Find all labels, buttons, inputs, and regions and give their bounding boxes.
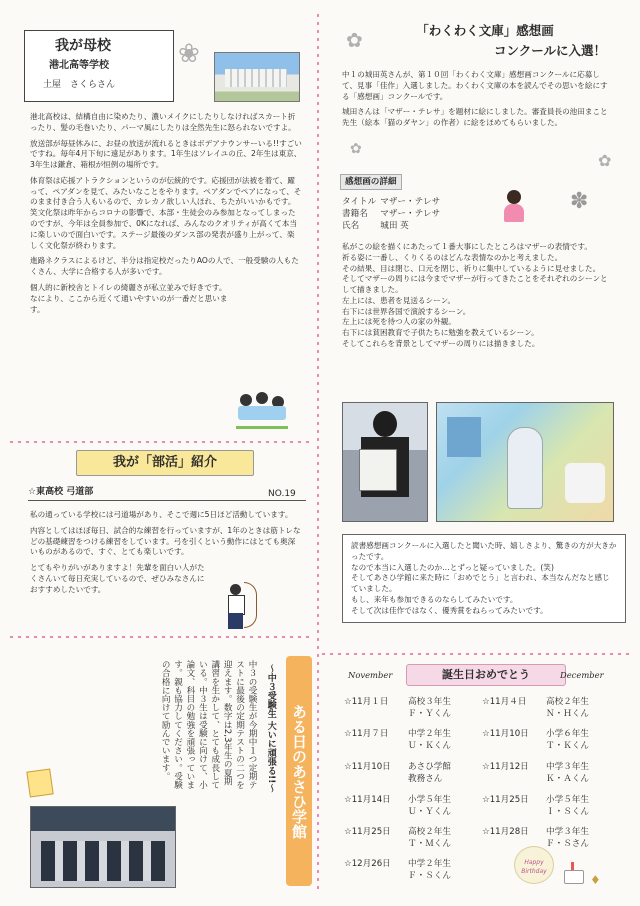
study-title: ある日のあさひ学館 xyxy=(286,656,312,886)
birthday-card: Happy Birthday xyxy=(514,846,554,884)
wakuwaku-line: そしてこれらを背景としてマザーの周りには描きました。 xyxy=(342,339,540,349)
birthday-date: ☆11月10日 xyxy=(344,762,391,772)
author-name: 土屋 さくらさん xyxy=(43,80,116,90)
birthday-entry xyxy=(482,696,589,720)
birthday-grade: 小学５年生 xyxy=(546,795,589,805)
birthday-name: Ｆ・Ｓさん xyxy=(546,839,589,850)
study-line: 数字は2,3年生の xyxy=(222,703,233,769)
work-key: タイトル xyxy=(342,197,377,207)
study-line: が今期中１つ定期テストに xyxy=(234,660,257,790)
work-row xyxy=(342,208,444,220)
work-value: マザー・テレサ xyxy=(380,209,441,220)
birthday-grade: 中学３年生 xyxy=(546,762,589,772)
birthday-date: ☆11月25日 xyxy=(482,795,529,805)
column-divider xyxy=(317,14,319,894)
birthday-date: ☆11月４日 xyxy=(482,697,527,707)
flower-icon: ✽ xyxy=(570,189,589,214)
wakuwaku-line: 右下には貧困教育で子供たちに勉強を教えているシーン。 xyxy=(342,328,539,338)
comment-line: なので本当に入選したのか…とずっと疑っていました。(笑) xyxy=(351,562,554,572)
comment-line: もし、来年も参加できるのならしてみたいです。 xyxy=(351,594,518,604)
school-photo xyxy=(214,52,300,102)
study-line: ください。 xyxy=(172,728,183,772)
school-paragraph: 個人的に新校舎とトイレの綺麗さが私立並みで好きです。なにより、ここから近くて通いやすいのが一番だと思います。 xyxy=(30,282,228,314)
birthday-entry xyxy=(482,794,589,818)
school-paragraph: 放送部が毎昼休みに、お昼の放送が流れるときはボデアナウンサーいる!!すごいですね。毎年4月下旬に遠足があります。1年生はソレイユの丘、2年生は東京、3年生は鎌倉、箱根が恒例の場所です。 xyxy=(30,138,302,170)
flower-icon: ❀ xyxy=(178,39,200,69)
school-title-box xyxy=(24,30,174,102)
birthday-grade: あさひ学館 xyxy=(408,762,451,772)
study-article xyxy=(30,660,258,790)
club-article xyxy=(30,510,302,600)
birthday-grade: 中学３年生 xyxy=(546,827,589,837)
student-photo xyxy=(342,402,428,522)
award-painting xyxy=(436,402,614,522)
study-line: いる。中３生は xyxy=(197,660,208,721)
classroom-photo xyxy=(30,806,176,888)
wakuwaku-intro xyxy=(342,70,612,134)
flower-icon: ✿ xyxy=(350,141,362,157)
school-paragraph: 港北高校は、結構自由に染めたり、濃いメイクにしたりしなければスカート折ったり、髪の毛巻いたり、パーマ風にしたりは全然先生に怒られないですよ。 xyxy=(30,112,296,132)
wakuwaku-line: 左上には死を待つ人の家の外観。 xyxy=(342,317,456,327)
birthday-grade: 中学２年生 xyxy=(408,859,451,869)
birthday-grade: 高校２年生 xyxy=(408,827,451,837)
birthday-entry xyxy=(344,794,451,818)
birthday-name: Ｋ・Ａくん xyxy=(546,774,589,785)
birthday-date: ☆11月25日 xyxy=(344,827,391,837)
section-divider-right xyxy=(322,653,630,655)
study-line: 最後の定期テストの xyxy=(234,685,245,764)
birthday-date: ☆12月26日 xyxy=(344,859,391,869)
school-paragraph: 体育祭は応援アトラクションというのが伝統的です。応援団が法被を着て、躍って、ペアダンを見て、みたいなことをやります。ペアダンでペアになって、そのまま付き合う人もいるので、カレカノ欲しい人ほれ、ちたがいいかもです。笑文化祭は昨年からコロナの影響で、本部・生徒会のみ参加となってしまったのですが、今年は全員参加で、0Kになれば、みんなのクオリティが高くて本当に楽しいので面白いです。ステージ最後のダンス部の発表が盛り上がって、楽しく文化祭が終わります。 xyxy=(30,175,302,250)
wakuwaku-line: 私がこの絵を描くにあたって１番大事にしたところはマザーの表情です。 xyxy=(342,242,592,251)
comment-line: そしてあさひ学館に来た時に「おめでとう」と言われ、本当なんだなと感じていました。 xyxy=(351,573,610,594)
wakuwaku-line: その結果、目は閉じ、口元を閉じ、祈りに集中しているように見せました。 xyxy=(342,263,601,273)
study-line: とても成長して xyxy=(209,728,220,790)
birthday-date: ☆11月14日 xyxy=(344,795,391,805)
wakuwaku-line: 右下には世界各国で演説するシーン。 xyxy=(342,306,471,316)
birthday-grade: 中学２年生 xyxy=(408,729,451,739)
study-line: 受験に向けて、 xyxy=(197,720,208,781)
birthday-entry xyxy=(344,728,451,752)
birthday-name: Ｎ・Ｈくん xyxy=(546,709,589,720)
work-value: マザー・テレサ xyxy=(380,197,441,207)
wakuwaku-title-1: 「わくわく文庫」感想画 xyxy=(416,23,554,38)
work-row xyxy=(342,196,444,208)
wakuwaku-paragraph: 城田さんは「マザー・テレサ」を題材に絵にしました。審査員長の池田まこと先生（絵本「猫のダヤン」の作者）に絵をほめてもらいました。 xyxy=(342,107,608,128)
section-divider-left-lower xyxy=(10,636,312,638)
study-line: 親も協力して xyxy=(172,677,183,729)
month-november: November xyxy=(348,670,393,680)
birthday-entry xyxy=(482,761,589,785)
birthday-date: ☆11月12日 xyxy=(482,762,529,772)
work-details xyxy=(342,196,444,233)
birthday-grade: 高校３年生 xyxy=(408,697,451,707)
birthday-name: Ｉ・Ｓくん xyxy=(546,807,589,818)
birthday-entry xyxy=(344,826,451,850)
birthday-name: Ｕ・Ｋくん xyxy=(408,741,451,752)
comment-line: 読書感想画コンクールに入選したと聞いた時、嬉しさより、驚きの方が大きかったです。 xyxy=(351,541,617,561)
comment-line: そして次は佳作ではなく、優秀賞をねらってみたいです。 xyxy=(351,605,548,615)
work-label: 感想画の詳細 xyxy=(340,174,402,190)
birthday-name: Ｕ・Ｙくん xyxy=(408,807,451,818)
club-rule xyxy=(28,500,306,501)
club-title-banner xyxy=(76,450,254,476)
club-paragraph: 私の通っている学校には弓道場があり、そこで週に5日ほど活動しています。 xyxy=(30,510,293,519)
study-line: 励んでいます。 xyxy=(160,720,171,781)
club-title: 我が「部活」紹介 xyxy=(112,455,217,470)
study-line: 向けて xyxy=(160,694,171,721)
study-line: 夏期講習を xyxy=(209,660,233,786)
flower-icon: ✿ xyxy=(598,151,612,170)
study-line: 生かして、 xyxy=(209,685,220,729)
birthday-grade: 小学６年生 xyxy=(546,729,589,739)
study-line: 受験の合格に xyxy=(160,660,183,790)
club-paragraph: 内容としてはほぼ毎日、試合的な練習を行っていますが、1年のときは筋トレなどの基礎練習をつける練習をしています。弓を引くという動作にはとても奥深いものがあるので、すぐ、とても楽しいです。 xyxy=(30,525,301,557)
birthday-grade: 小学５年生 xyxy=(408,795,451,805)
school-article xyxy=(30,112,302,320)
study-line: 中３の受験生 xyxy=(247,660,257,712)
wakuwaku-line: 祈る姿に一番し、くりくるのはどんな表情なのかと考えました。 xyxy=(342,252,563,262)
birthday-name: Ｆ・Ｙくん xyxy=(408,709,451,720)
birthday-name: Ｔ・Ｍくん xyxy=(408,839,451,850)
birthday-grade: 高校２年生 xyxy=(546,697,589,707)
wakuwaku-line: 左上には、患者を見送るシーン。 xyxy=(342,295,456,305)
club-name: ☆東高校 弓道部 xyxy=(28,487,94,497)
school-title: 我が母校 xyxy=(55,38,111,54)
archer-illustration xyxy=(214,582,258,630)
birthday-title: 誕生日おめでとう xyxy=(406,664,566,686)
work-key: 氏名 xyxy=(342,221,360,232)
birthday-name: 教務さん xyxy=(408,774,443,785)
birthday-name: Ｆ・Ｓくん xyxy=(408,871,451,882)
work-row xyxy=(342,220,444,232)
birthday-entry xyxy=(482,728,589,752)
month-december: December xyxy=(560,670,604,680)
students-illustration xyxy=(236,390,288,429)
birthday-name: Ｔ・Ｋくん xyxy=(546,741,589,752)
wakuwaku-paragraph: 中１の城田英さんが、第１０回「わくわく文庫」感想画コンクールに応募して、見事「佳作」入選しました。わくわく文庫の本を読んでその思いを絵にする「感想画」コンクールです。 xyxy=(342,70,608,101)
gift-icon: ♦ xyxy=(590,873,601,887)
birthday-entry xyxy=(344,696,451,720)
birthday-entry xyxy=(344,761,451,785)
birthday-date: ☆11月10日 xyxy=(482,729,529,739)
study-line: 二つを迎えます。 xyxy=(222,660,245,790)
club-number: NO.19 xyxy=(268,489,296,499)
study-subtitle: 〜中３受験生 大いに頑張る!!〜 xyxy=(265,664,276,793)
study-line: 頑張っています。 xyxy=(172,660,195,790)
study-line: 勉強を xyxy=(184,711,195,738)
wakuwaku-title-2: コンクールに入選！ xyxy=(493,43,606,58)
notebook-illustration xyxy=(26,768,53,797)
study-line: 科目の xyxy=(184,685,195,712)
birthday-entry xyxy=(344,858,451,882)
wakuwaku-body xyxy=(342,242,614,350)
student-comment xyxy=(342,534,626,623)
school-paragraph: 進路ネクラスによるけど、半分は指定校だったりAOの人で、一般受験の人もたくさん、大学に合格する人が多いです。 xyxy=(30,256,299,277)
birthday-date: ☆11月７日 xyxy=(344,729,389,739)
work-key: 書籍名 xyxy=(342,209,368,220)
girl-illustration xyxy=(500,190,528,224)
birthday-date: ☆11月28日 xyxy=(482,827,529,837)
wakuwaku-line: そしてマザーの周りには今までマザーが行ってきたことをそれぞれのシーンとして描きました。 xyxy=(342,274,608,295)
flower-icon: ✿ xyxy=(346,28,363,52)
study-line: 小論文、 xyxy=(184,660,208,790)
work-value: 城田 英 xyxy=(380,221,409,232)
birthday-date: ☆11月１日 xyxy=(344,697,389,707)
school-name: 港北高等学校 xyxy=(49,60,109,71)
cake-icon xyxy=(562,862,584,882)
birthday-entry xyxy=(482,826,589,850)
club-paragraph: とてもやりがいがありますよ！先輩を面白い人がたくさんいて毎日充実しているので、ぜひみなさんにおすすめしたいです。 xyxy=(30,563,205,594)
section-divider-left xyxy=(10,441,312,443)
